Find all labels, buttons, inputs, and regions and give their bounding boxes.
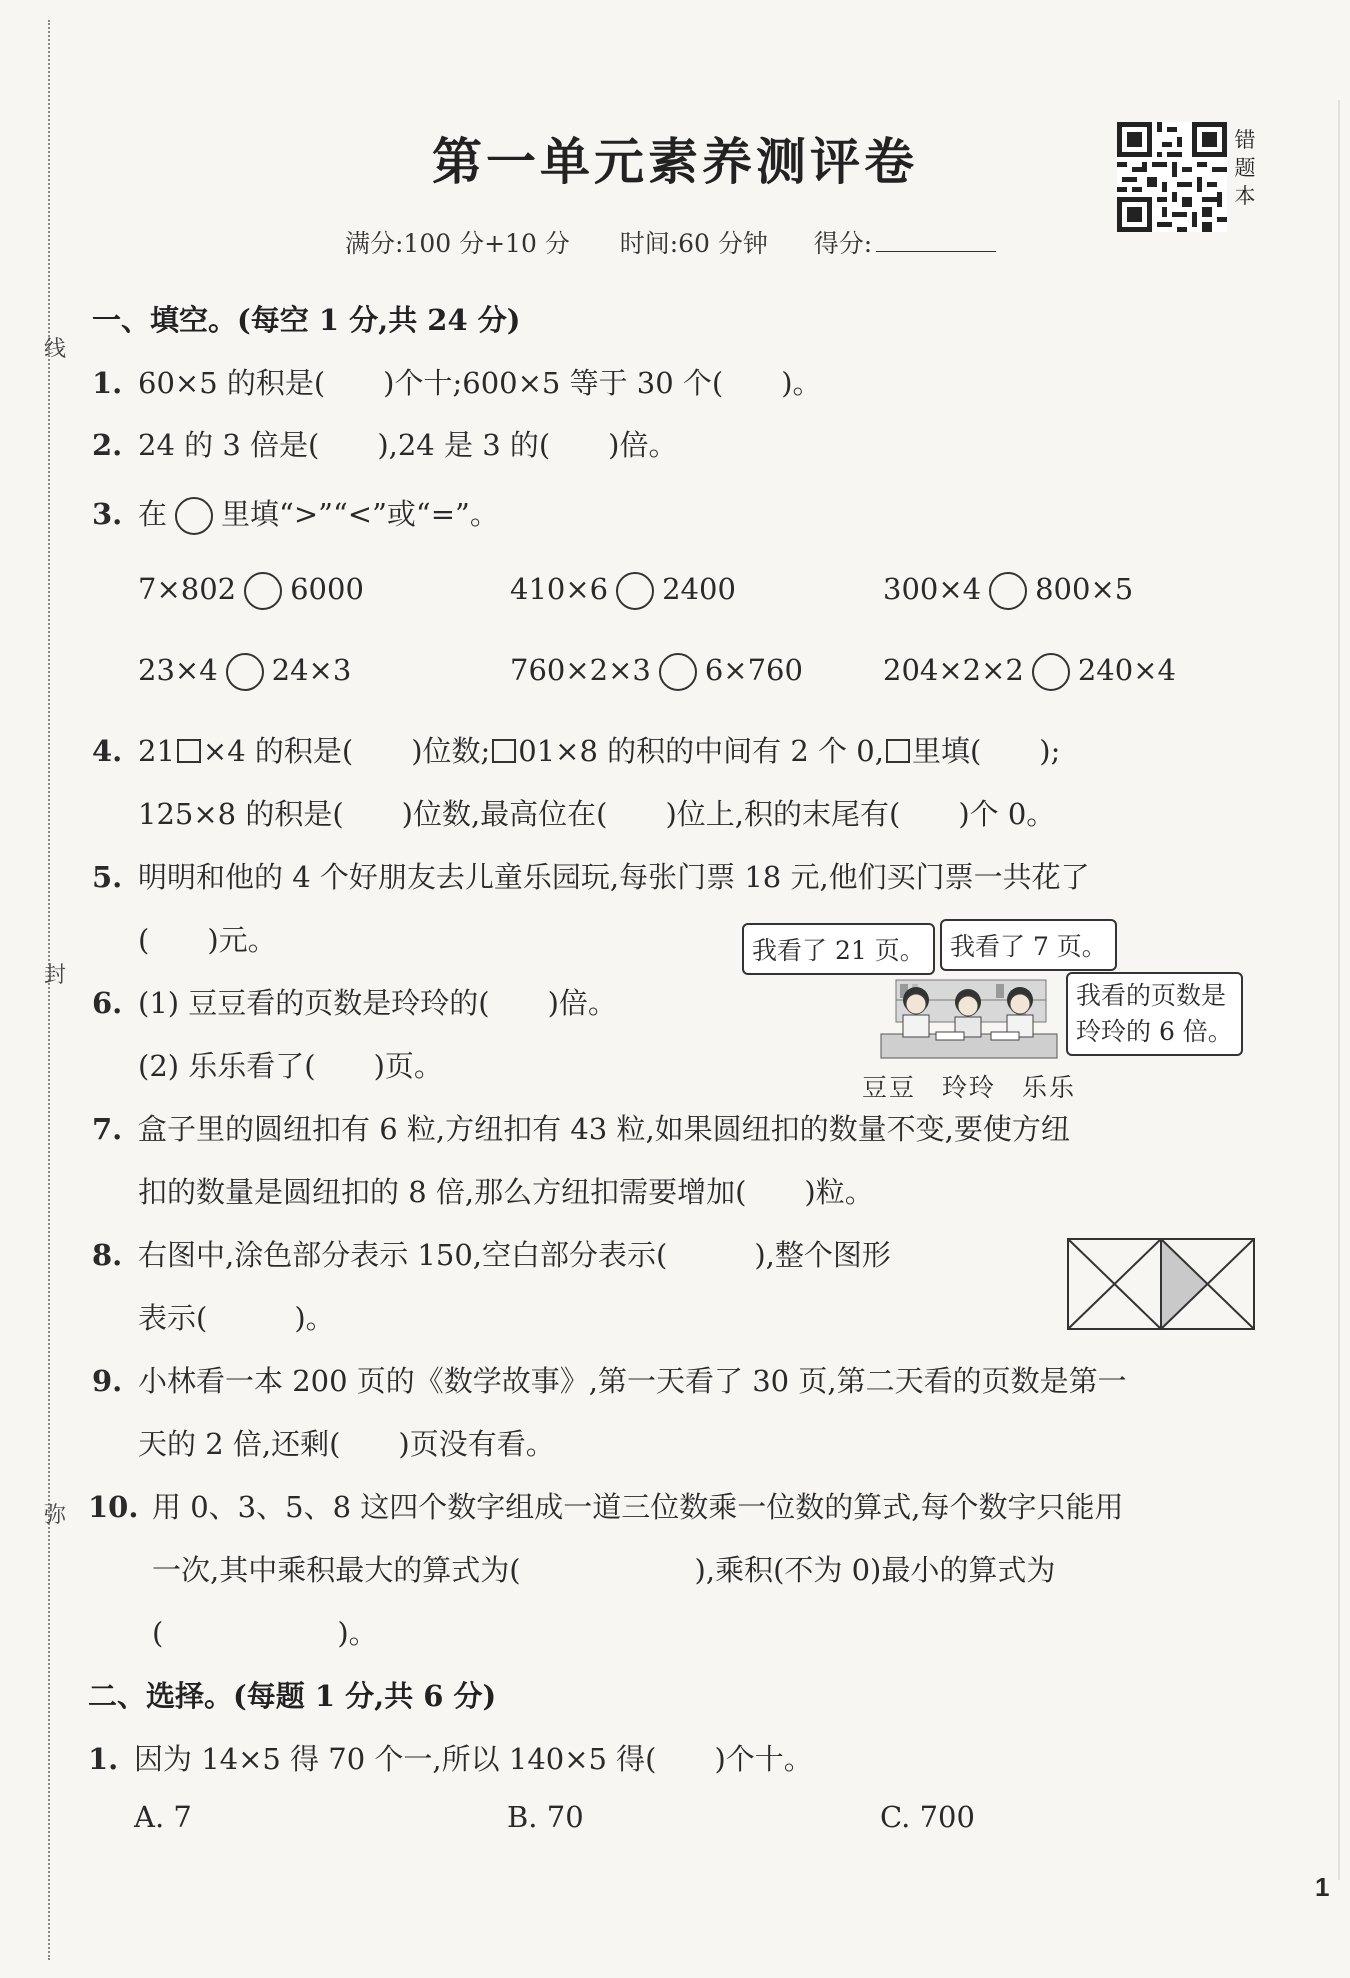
question-text: 用 0、3、5、8 这四个数字组成一道三位数乘一位数的算式,每个数字只能用 — [152, 1490, 1124, 1524]
exam-meta — [345, 224, 996, 260]
bubble-line: 我看的页数是 — [1076, 981, 1227, 1010]
full-score: 满分:100 分+10 分 — [345, 229, 570, 258]
question-1-10 — [88, 1485, 1123, 1526]
binding-line — [48, 20, 50, 1960]
name-lingling: 玲玲 — [942, 1073, 997, 1102]
question-number: 8. — [92, 1238, 123, 1272]
option-b[interactable]: B. 70 — [507, 1800, 584, 1834]
qr-label-char: 错 — [1234, 128, 1256, 152]
comparison-item — [138, 572, 364, 610]
question-1-1 — [92, 361, 822, 402]
question-text: 在 — [138, 497, 168, 531]
speech-bubble-doudou: 我看了 21 页。 — [742, 923, 935, 975]
name-doudou: 豆豆 — [862, 1073, 917, 1102]
question-1-3 — [92, 492, 499, 535]
comparison-right: 24×3 — [271, 653, 352, 687]
comparison-item — [138, 653, 351, 691]
question-1-4 — [92, 729, 1060, 770]
question-text: 里填“>”“<”或“=”。 — [221, 497, 499, 531]
comparison-right: 800×5 — [1035, 572, 1134, 606]
comparison-right: 6×760 — [704, 653, 803, 687]
question-text: 01×8 的积的中间有 2 个 0, — [518, 734, 884, 768]
question-number: 5. — [92, 860, 123, 894]
compare-circle-input[interactable] — [989, 572, 1027, 610]
question-1-8 — [92, 1233, 891, 1274]
margin-char-close: 弥 — [44, 1503, 67, 1528]
score-label: 得分: — [813, 229, 873, 258]
question-number: 6. — [92, 986, 123, 1020]
section-2-heading: 二、选择。(每题 1 分,共 6 分) — [88, 1679, 497, 1713]
name-lele: 乐乐 — [1022, 1073, 1077, 1102]
question-2-1 — [88, 1737, 813, 1778]
question-text: 右图中,涂色部分表示 150,空白部分表示( ),整个图形 — [138, 1238, 891, 1272]
blank-square-input[interactable] — [177, 739, 201, 763]
question-1-5 — [92, 855, 1090, 896]
character-names — [862, 1068, 1076, 1104]
score-field[interactable] — [876, 229, 996, 252]
qr-label-char: 本 — [1234, 184, 1256, 208]
comparison-left: 204×2×2 — [883, 653, 1024, 687]
question-1-10-line3: ( )。 — [152, 1616, 378, 1650]
page-edge — [1338, 100, 1340, 1880]
compare-circle-icon — [175, 497, 213, 535]
comparison-item — [510, 572, 736, 610]
comparison-right: 6000 — [290, 572, 364, 606]
question-number: 2. — [92, 428, 123, 462]
question-number: 9. — [92, 1364, 123, 1398]
question-1-6 — [92, 981, 617, 1022]
comparison-left: 410×6 — [510, 572, 609, 606]
section-1-heading: 一、填空。(每空 1 分,共 24 分) — [92, 303, 521, 337]
option-a[interactable]: A. 7 — [134, 1800, 192, 1834]
question-1-10-line2: 一次,其中乘积最大的算式为( ),乘积(不为 0)最小的算式为 — [152, 1553, 1056, 1587]
comparison-right: 2400 — [662, 572, 736, 606]
question-1-5-line2: ( )元。 — [138, 923, 277, 957]
comparison-item — [510, 653, 803, 691]
question-1-9 — [92, 1359, 1127, 1400]
compare-circle-input[interactable] — [616, 572, 654, 610]
blank-square-input[interactable] — [886, 739, 910, 763]
question-number: 1. — [92, 366, 123, 400]
comparison-right: 240×4 — [1077, 653, 1176, 687]
rectangle-figure — [1066, 1237, 1256, 1331]
comparison-item — [883, 572, 1133, 610]
question-1-6-line2: (2) 乐乐看了( )页。 — [138, 1049, 443, 1083]
margin-char-line: 线 — [44, 337, 67, 362]
margin-char-seal: 封 — [44, 963, 67, 988]
question-number: 4. — [92, 734, 123, 768]
question-number: 3. — [92, 497, 123, 531]
qr-label — [1232, 126, 1258, 210]
blank-square-input[interactable] — [492, 739, 516, 763]
speech-bubble-lele — [1066, 972, 1243, 1056]
qr-label-char: 题 — [1234, 156, 1256, 180]
comparison-left: 300×4 — [883, 572, 982, 606]
compare-circle-input[interactable] — [226, 653, 264, 691]
question-number: 10. — [88, 1490, 139, 1524]
page-title: 第一单元素养测评卷 — [432, 132, 918, 191]
question-1-8-line2: 表示( )。 — [138, 1301, 335, 1335]
question-number: 7. — [92, 1112, 123, 1146]
compare-circle-input[interactable] — [659, 653, 697, 691]
speech-bubble-lingling: 我看了 7 页。 — [940, 919, 1117, 971]
question-text: 盒子里的圆纽扣有 6 粒,方纽扣有 43 粒,如果圆纽扣的数量不变,要使方纽 — [138, 1112, 1070, 1146]
question-1-4-line2: 125×8 的积是( )位数,最高位在( )位上,积的末尾有( )个 0。 — [138, 797, 1056, 831]
question-1-7-line2: 扣的数量是圆纽扣的 8 倍,那么方纽扣需要增加( )粒。 — [138, 1175, 874, 1209]
question-text: 因为 14×5 得 70 个一,所以 140×5 得( )个十。 — [134, 1742, 813, 1776]
question-text: (1) 豆豆看的页数是玲玲的( )倍。 — [138, 986, 617, 1020]
question-text: 24 的 3 倍是( ),24 是 3 的( )倍。 — [138, 428, 678, 462]
comparison-item — [883, 653, 1176, 691]
time-limit: 时间:60 分钟 — [619, 229, 768, 258]
qr-code-icon[interactable] — [1117, 122, 1227, 232]
question-text: 21 — [138, 734, 175, 768]
comparison-left: 7×802 — [138, 572, 237, 606]
question-1-7 — [92, 1107, 1070, 1148]
compare-circle-input[interactable] — [1032, 653, 1070, 691]
question-text: 小林看一本 200 页的《数学故事》,第一天看了 30 页,第二天看的页数是第一 — [138, 1364, 1127, 1398]
question-number: 1. — [88, 1742, 119, 1776]
bubble-line: 玲玲的 6 倍。 — [1076, 1017, 1233, 1046]
question-1-2 — [92, 423, 678, 464]
option-c[interactable]: C. 700 — [880, 1800, 975, 1834]
question-text: ×4 的积是( )位数; — [202, 734, 491, 768]
compare-circle-input[interactable] — [244, 572, 282, 610]
comparison-left: 23×4 — [138, 653, 218, 687]
question-text: 60×5 的积是( )个十;600×5 等于 30 个( )。 — [138, 366, 822, 400]
question-1-9-line2: 天的 2 倍,还剩( )页没有看。 — [138, 1427, 555, 1461]
comparison-left: 760×2×3 — [510, 653, 651, 687]
question-text: 明明和他的 4 个好朋友去儿童乐园玩,每张门票 18 元,他们买门票一共花了 — [138, 860, 1090, 894]
question-text: 里填( ); — [911, 734, 1061, 768]
page-number: 1 — [1315, 1872, 1330, 1902]
reading-children-illustration — [876, 972, 1062, 1060]
